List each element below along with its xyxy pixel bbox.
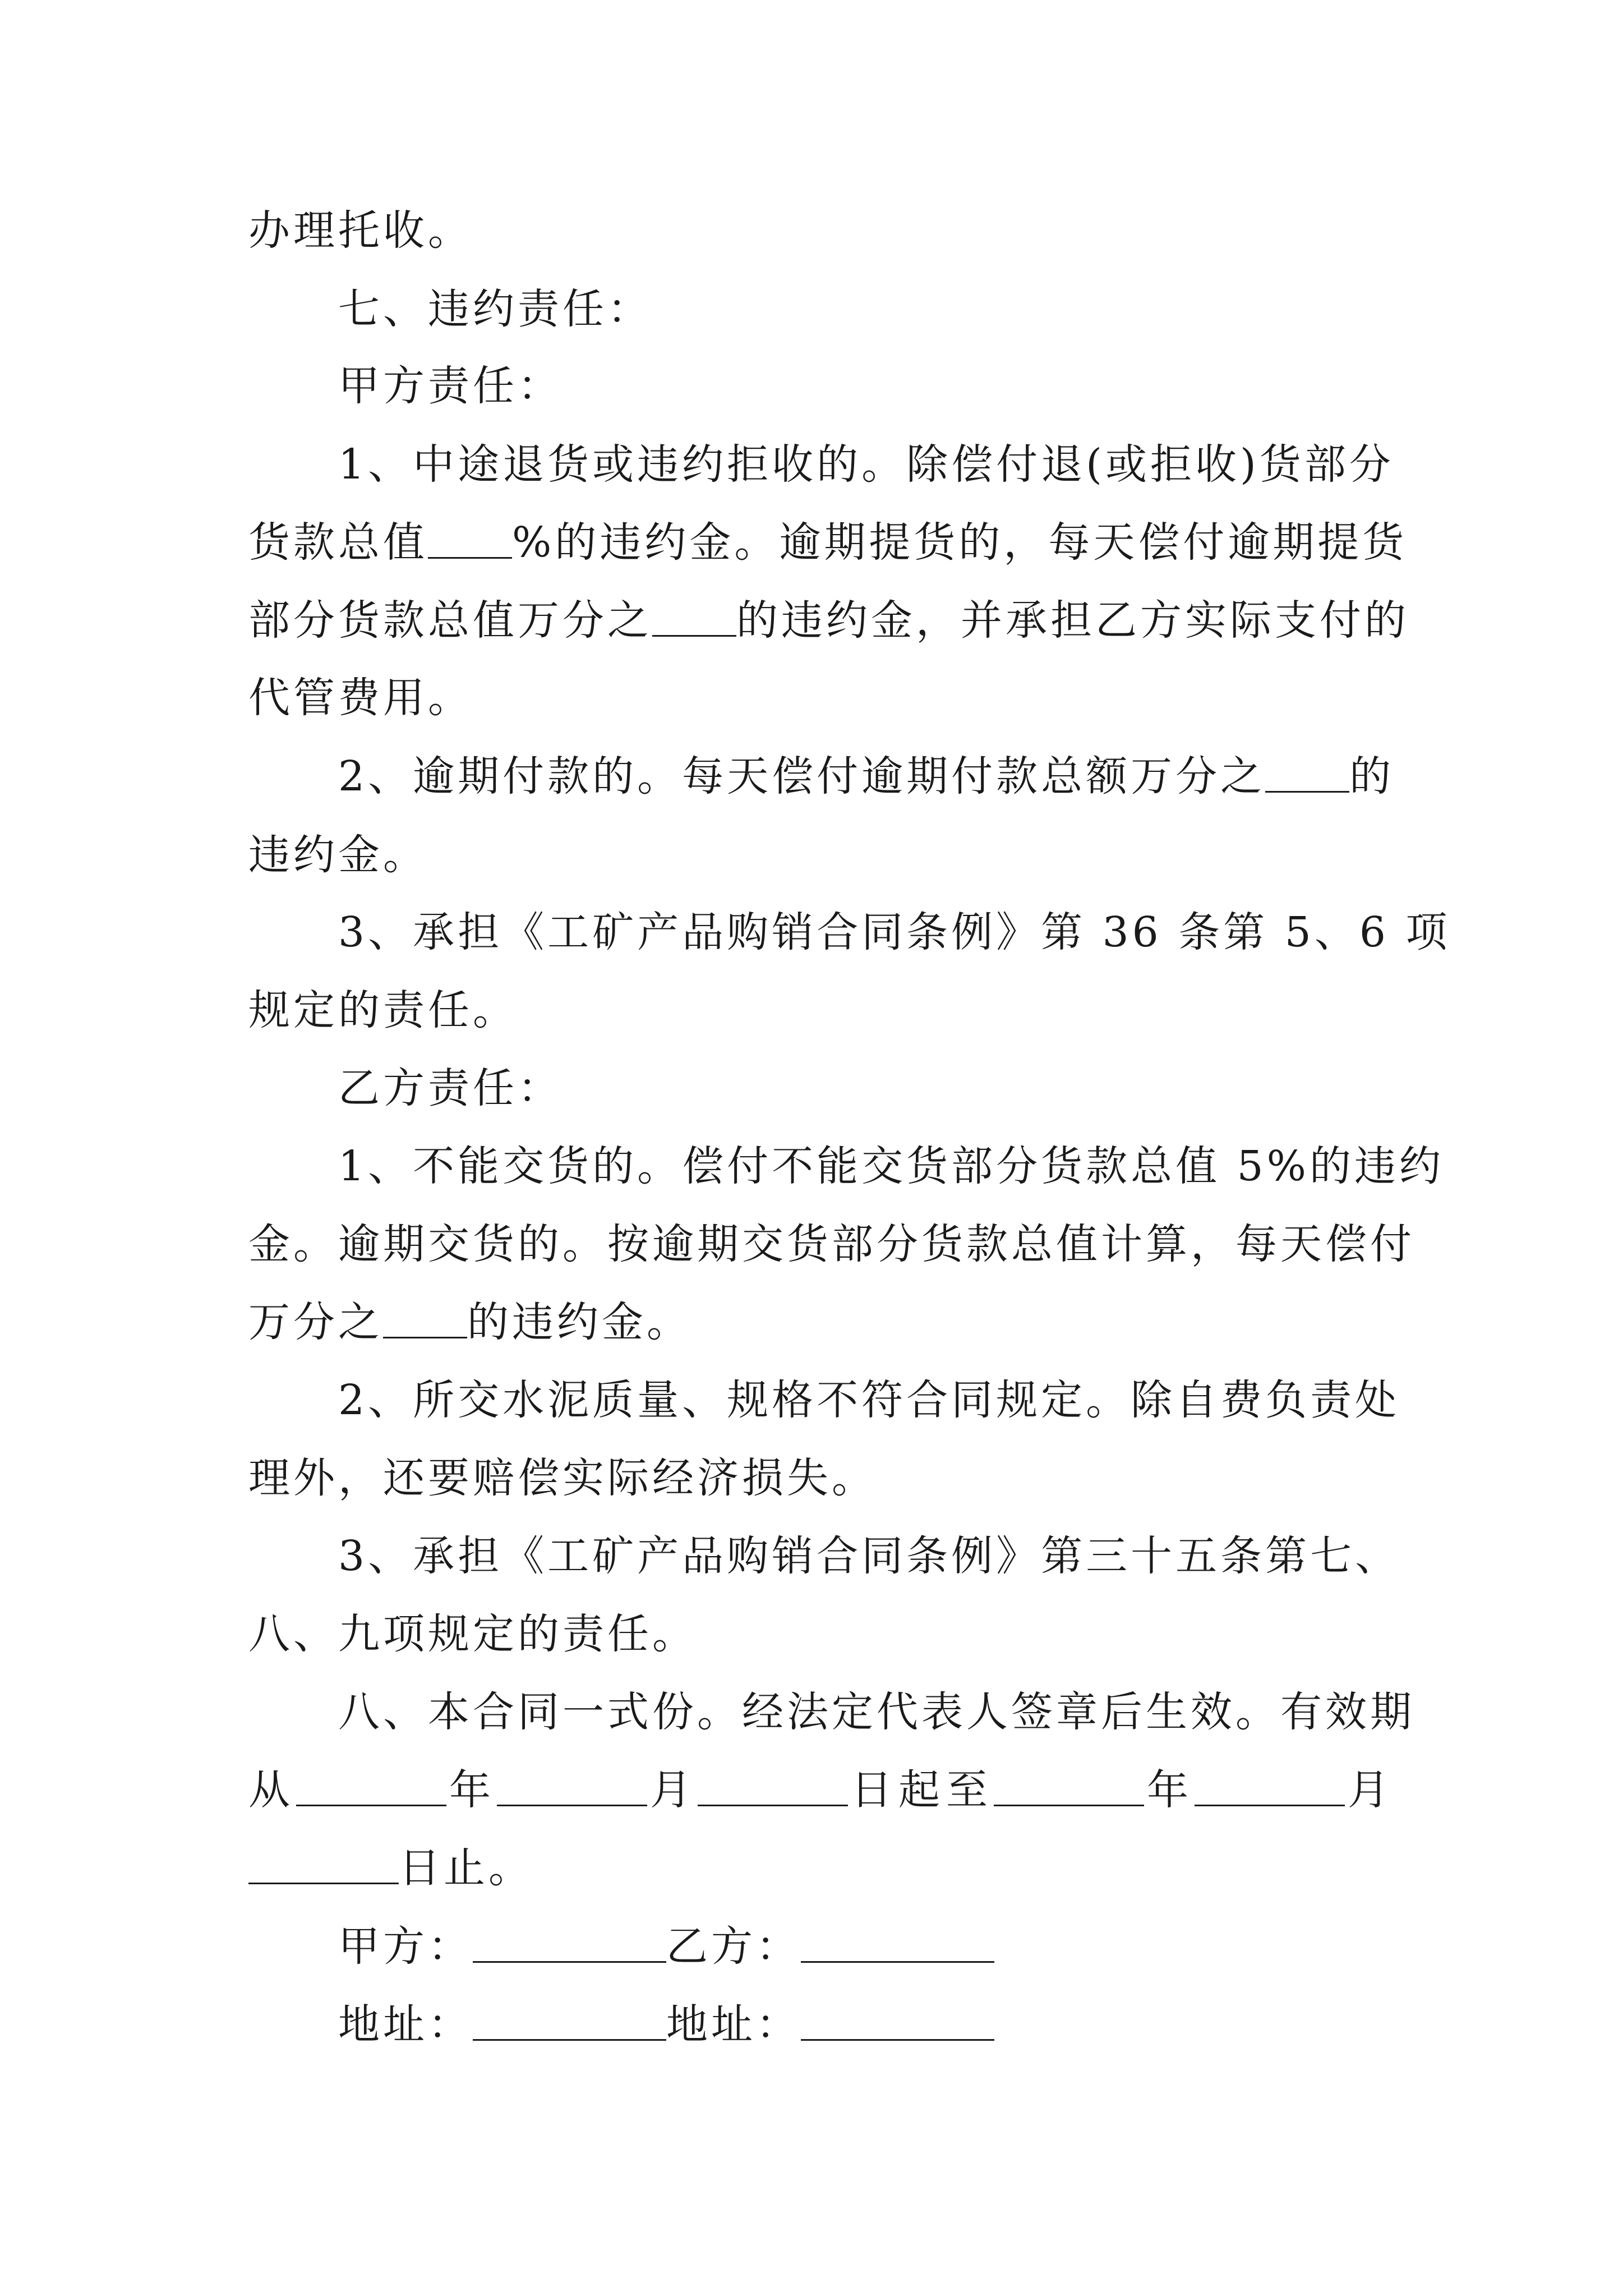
clause-text: 的违约金，并承担乙方实际支付的 [736, 596, 1409, 645]
subheading-party-a [338, 355, 1393, 417]
clause-text: 月 [647, 1766, 698, 1814]
fill-in-blank [994, 1765, 1144, 1806]
party-a-label: 甲方： [338, 1922, 473, 1971]
clause-text: 金。逾期交货的。按逾期交货部分货款总值计算，每天偿付 [248, 1220, 1415, 1268]
clause-text: 1、不能交货的。偿付不能交货部分货款总值 5%的违约 [338, 1142, 1444, 1190]
clause-text: 3、承担《工矿产品购销合同条例》第 36 条第 5、6 项 [338, 908, 1451, 956]
paragraph-end: 办理托收。 [248, 206, 473, 255]
text-line [248, 590, 1409, 651]
section-title: 七、违约责任： [338, 285, 652, 333]
clause-text: 八、九项规定的责任。 [248, 1610, 697, 1658]
fill-in-blank [1265, 752, 1349, 793]
clause-text: 日起至 [848, 1766, 994, 1814]
clause-text: 八、本合同一式份。经法定代表人签章后生效。有效期 [338, 1688, 1415, 1736]
text-line [248, 1837, 1393, 1899]
party-b-blank [801, 1922, 994, 1963]
text-line [338, 1135, 1444, 1197]
fill-in-blank [652, 596, 736, 637]
clause-text: 违约金。 [248, 831, 428, 879]
clause-text: 理外，还要赔偿实际经济损失。 [248, 1454, 877, 1502]
fill-in-blank [1195, 1765, 1345, 1806]
fill-in-blank [248, 1843, 399, 1884]
text-line [248, 200, 1393, 261]
clause-text: 部分货款总值万分之 [248, 596, 652, 645]
fill-in-blank [698, 1765, 848, 1806]
clause-text: 万分之 [248, 1298, 383, 1346]
clause-text: 1、中途退货或违约拒收的。除偿付退(或拒收)货部分 [338, 440, 1394, 489]
address-a-label: 地址： [338, 2000, 473, 2049]
text-line [248, 1291, 1393, 1353]
party-a-blank [473, 1922, 666, 1963]
text-line [338, 1369, 1400, 1431]
text-line [248, 667, 1393, 729]
text-line [248, 1603, 1393, 1665]
signature-party-row [338, 1916, 994, 1977]
text-line [338, 1681, 1415, 1743]
text-line [338, 434, 1393, 495]
clause-text: 的违约金。 [467, 1298, 691, 1346]
clause-text: 月 [1345, 1766, 1393, 1814]
clause-text: 从 [248, 1766, 296, 1814]
clause-text: 年 [446, 1766, 497, 1814]
party-b-label: 乙方： [666, 1922, 801, 1971]
clause-text: 2、所交水泥质量、规格不符合同规定。除自费负责处 [338, 1376, 1400, 1424]
address-a-blank [473, 2000, 666, 2041]
address-b-blank [801, 2000, 994, 2041]
text-line [338, 1525, 1400, 1587]
clause-text: 年 [1144, 1766, 1195, 1814]
text-line [338, 901, 1451, 963]
address-b-label: 地址： [666, 2000, 801, 2049]
text-line [248, 1447, 1393, 1509]
subheading-text: 乙方责任： [338, 1064, 562, 1112]
signature-address-row [338, 1994, 994, 2055]
clause-text: 代管费用。 [248, 674, 473, 722]
clause-text: %的违约金。逾期提货的，每天偿付逾期提货 [512, 518, 1408, 567]
clause-text: 2、逾期付款的。每天偿付逾期付款总额万分之 [338, 752, 1266, 800]
subheading-text: 甲方责任： [338, 362, 562, 410]
section-heading-breach [338, 278, 1393, 340]
text-line [248, 512, 1408, 573]
clause-text: 规定的责任。 [248, 986, 518, 1034]
clause-text: 的 [1349, 752, 1395, 800]
text-line [248, 979, 1393, 1041]
clause-text: 货款总值 [248, 518, 428, 567]
fill-in-blank [296, 1765, 446, 1806]
fill-in-blank [383, 1297, 467, 1338]
subheading-party-b [338, 1057, 1393, 1119]
fill-in-blank [497, 1765, 647, 1806]
text-line [338, 746, 1393, 807]
fill-in-blank [428, 518, 512, 559]
text-line [248, 824, 1393, 886]
clause-text: 3、承担《工矿产品购销合同条例》第三十五条第七、 [338, 1532, 1400, 1580]
clause-text: 日止。 [399, 1844, 533, 1892]
text-line [248, 1213, 1415, 1275]
text-line [248, 1759, 1393, 1821]
